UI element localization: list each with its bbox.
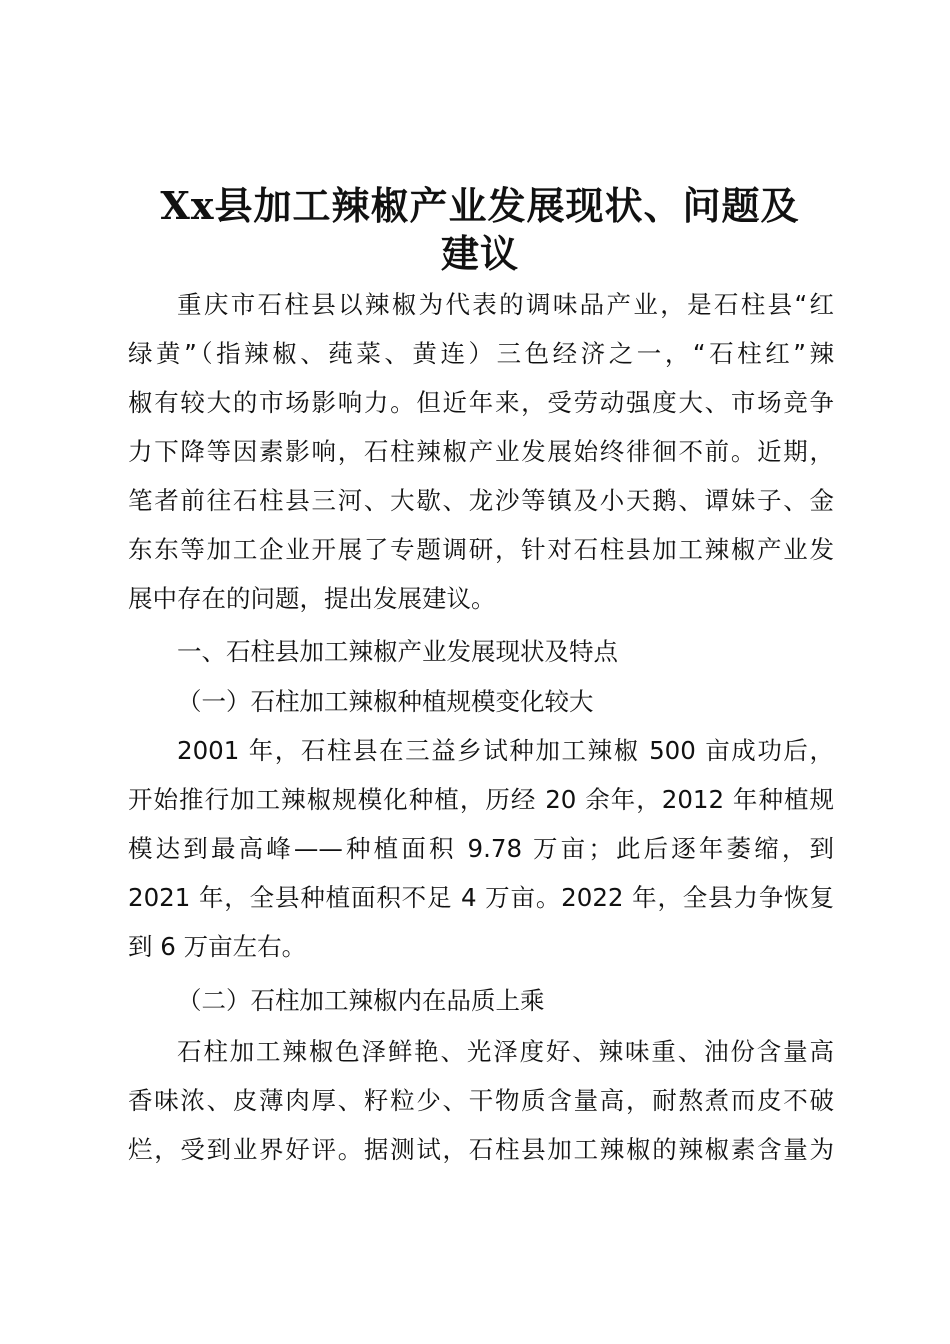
paragraph-3-line-1: 石柱加工辣椒色泽鲜艳、光泽度好、辣味重、油份含量高 <box>177 1037 834 1066</box>
paragraph-1-line-4: 力下降等因素影响，石柱辣椒产业发展始终徘徊不前。近期， <box>128 437 834 466</box>
title-line-1: Xx县加工辣椒产业发展现状、问题及 <box>160 183 800 228</box>
title-line-2: 建议 <box>440 231 519 276</box>
paragraph-2-line-5: 到 6 万亩左右。 <box>128 932 307 961</box>
paragraph-1-line-6: 东东等加工企业开展了专题调研，针对石柱县加工辣椒产业发 <box>128 535 834 564</box>
paragraph-2-line-1: 2001 年，石柱县在三益乡试种加工辣椒 500 亩成功后， <box>177 736 834 765</box>
paragraph-1-line-7: 展中存在的问题，提出发展建议。 <box>128 584 496 613</box>
paragraph-3-line-3: 烂，受到业界好评。据测试，石柱县加工辣椒的辣椒素含量为 <box>128 1135 834 1164</box>
paragraph-2-line-3: 模达到最高峰——种植面积 9.78 万亩；此后逐年萎缩，到 <box>128 834 834 863</box>
paragraph-2-line-4: 2021 年，全县种植面积不足 4 万亩。2022 年，全县力争恢复 <box>128 883 834 912</box>
paragraph-3-line-2: 香味浓、皮薄肉厚、籽粒少、干物质含量高，耐熬煮而皮不破 <box>128 1086 834 1115</box>
paragraph-1-line-1: 重庆市石柱县以辣椒为代表的调味品产业，是石柱县“红 <box>177 290 834 319</box>
subsection-heading-2: （二）石柱加工辣椒内在品质上乘 <box>177 986 545 1015</box>
document-title <box>120 182 840 278</box>
paragraph-1-line-3: 椒有较大的市场影响力。但近年来，受劳动强度大、市场竞争 <box>128 388 834 417</box>
section-heading-1: 一、石柱县加工辣椒产业发展现状及特点 <box>177 637 618 666</box>
paragraph-1-line-5: 笔者前往石柱县三河、大歇、龙沙等镇及小天鹅、谭妹子、金 <box>128 486 834 515</box>
subsection-heading-1: （一）石柱加工辣椒种植规模变化较大 <box>177 687 594 716</box>
paragraph-2-line-2: 开始推行加工辣椒规模化种植，历经 20 余年，2012 年种植规 <box>128 785 834 814</box>
paragraph-1-line-2: 绿黄”（指辣椒、莼菜、黄连）三色经济之一，“石柱红”辣 <box>128 339 834 368</box>
